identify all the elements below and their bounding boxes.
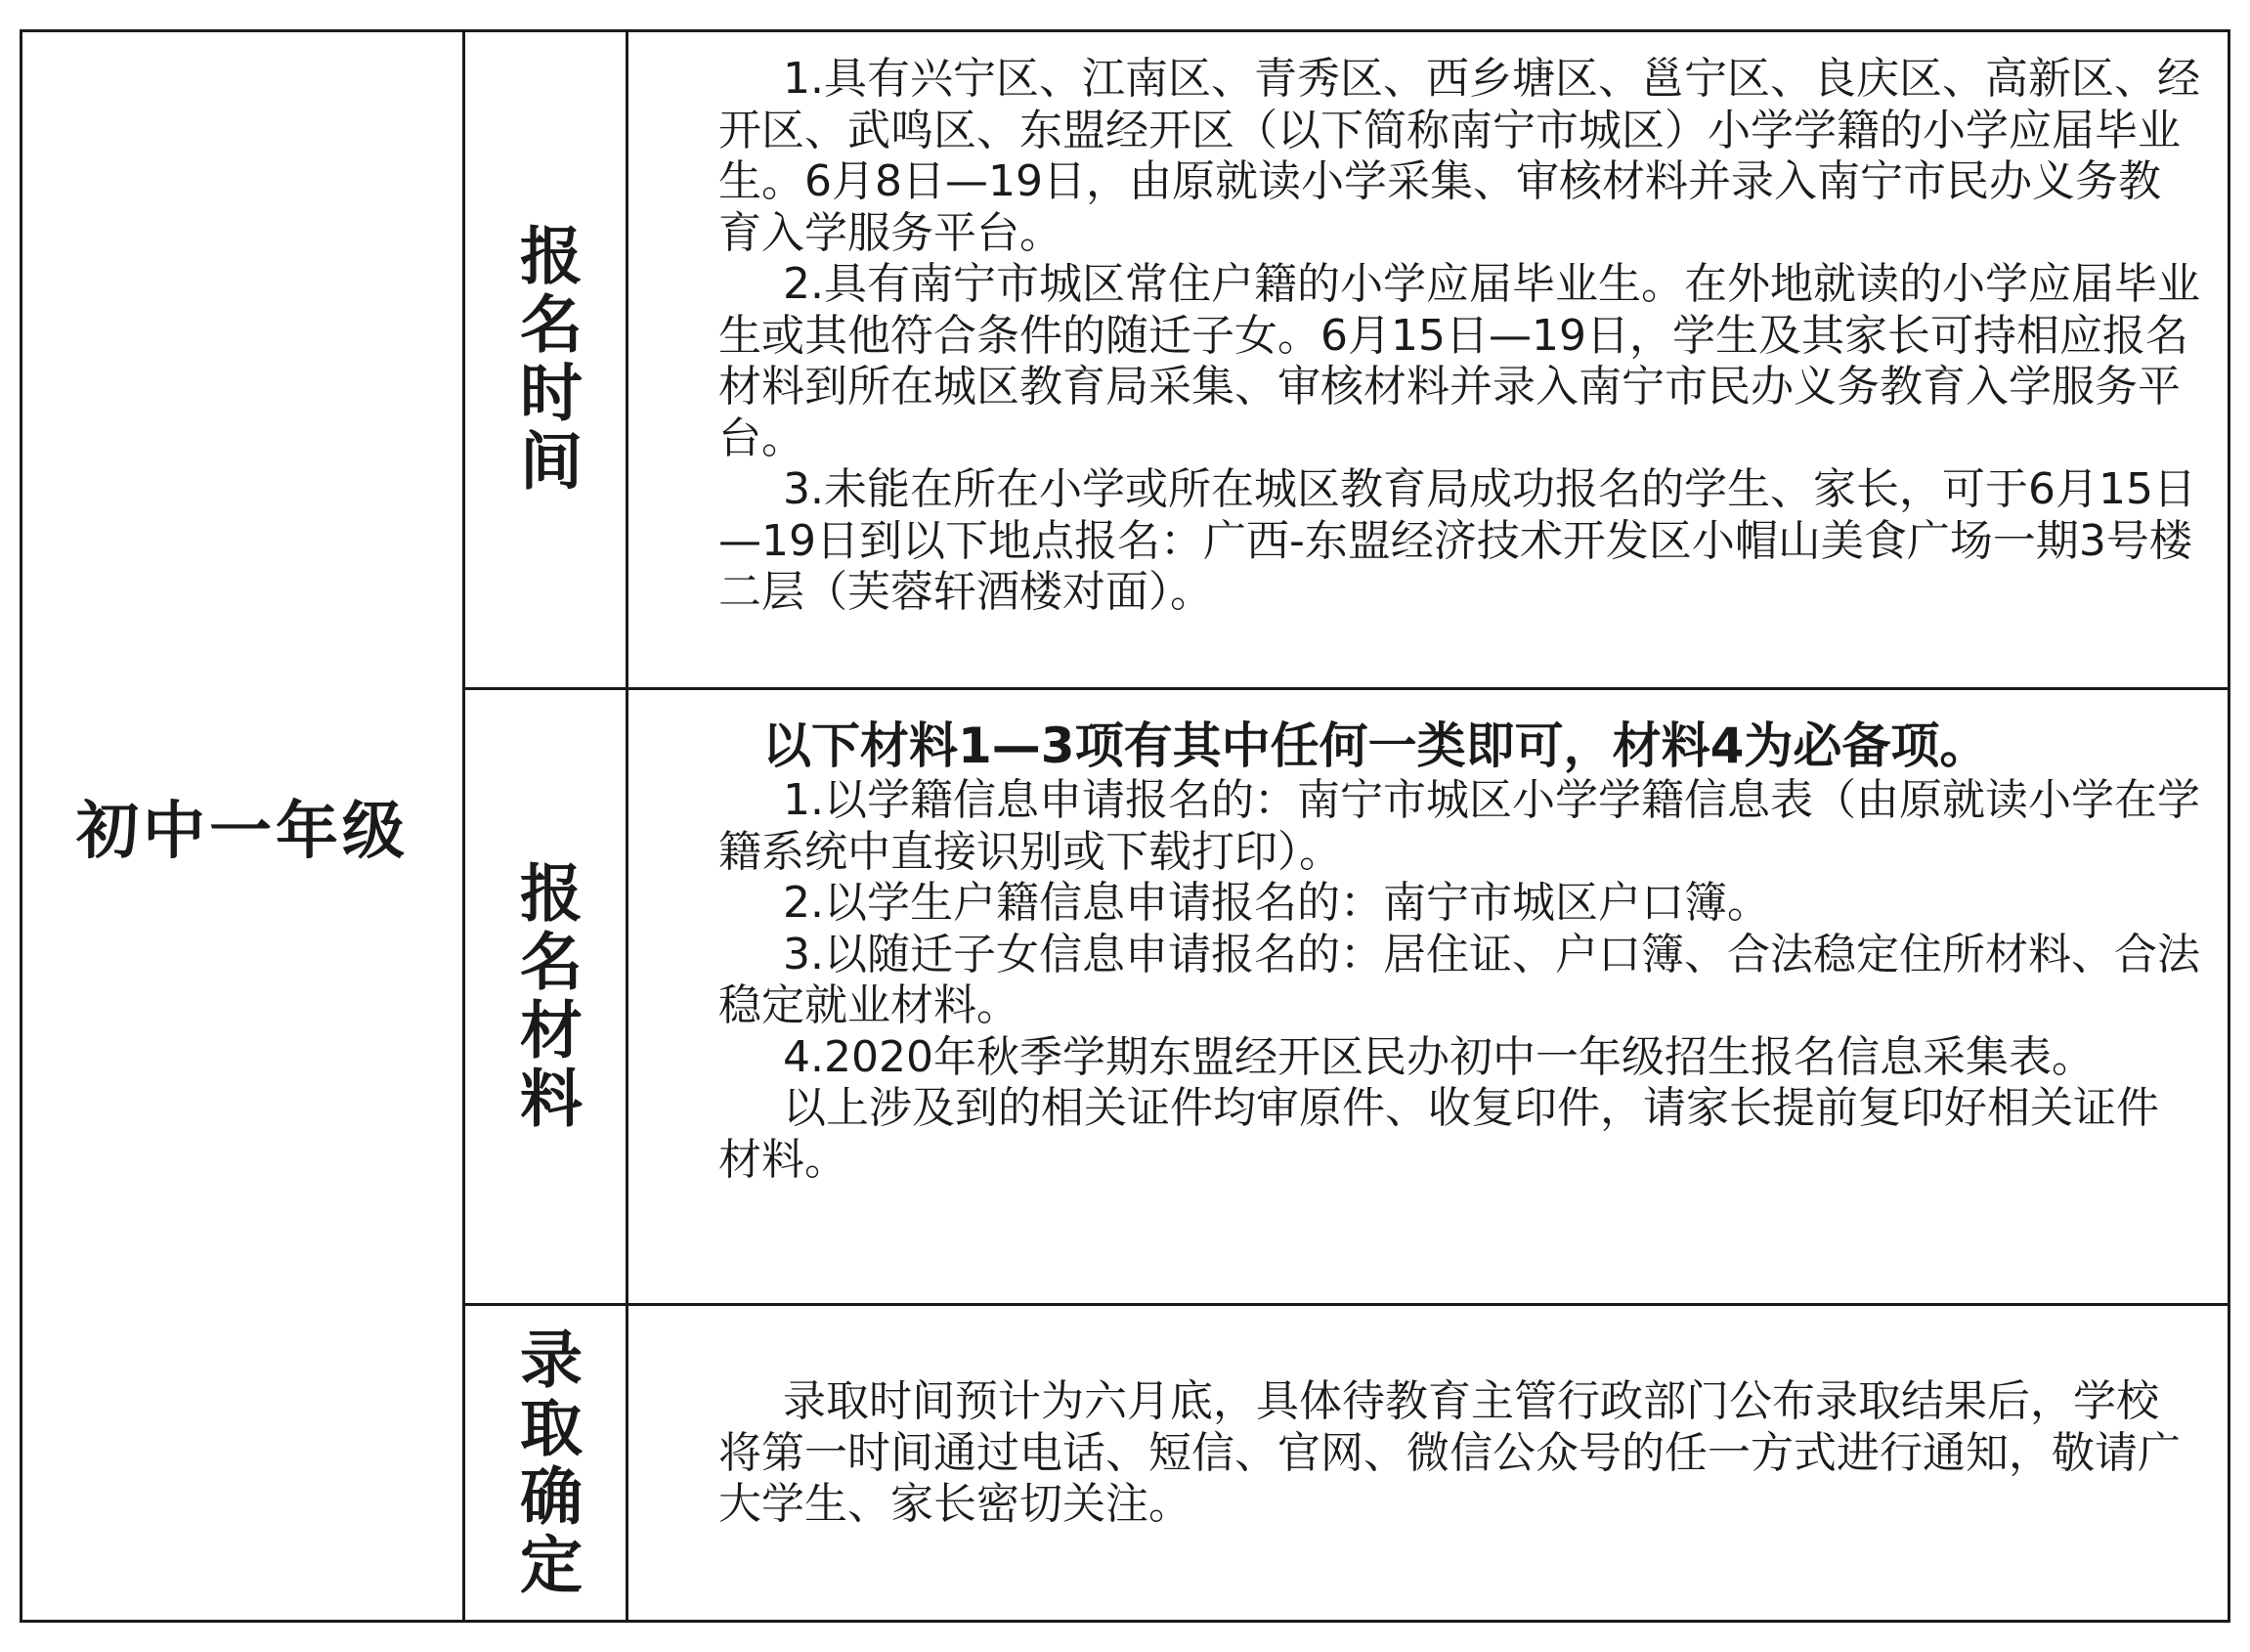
- section-label-admission-confirmation: [465, 1306, 626, 1620]
- paragraph: 2.以学生户籍信息申请报名的：南宁市城区户口簿。: [783, 878, 1770, 928]
- paragraph: 4.2020年秋季学期东盟经开区民办初中一年级招生报名信息采集表。: [783, 1031, 2095, 1082]
- section-content-registration-time: [628, 54, 2228, 679]
- paragraph: 录取时间预计为六月底，具体待教育主管行政部门公布录取结果后，学校将第一时间通过电话、短信、官网、微信公众号的任一方式进行通知，敬请广大学生、家长密切关注。: [718, 1376, 2181, 1529]
- enrollment-table: [20, 29, 2230, 1623]
- row-divider-1: [462, 687, 2228, 690]
- row-divider-2: [462, 1303, 2228, 1306]
- section-label-text: 报名材料: [509, 859, 582, 1134]
- paragraph: 以上涉及到的相关证件均审原件、收复印件，请家长提前复印好相关证件材料。: [718, 1083, 2159, 1185]
- paragraph: 1.以学籍信息申请报名的：南宁市城区小学学籍信息表（由原就读小学在学籍系统中直接识别或下载打印）。: [718, 775, 2200, 877]
- section-content-admission-confirmation: [628, 1376, 2228, 1611]
- grade-label: 初中一年级: [76, 796, 409, 868]
- section-label-registration-time: [465, 32, 626, 687]
- materials-heading: 以下材料1—3项有其中任何一类即可，材料4为必备项。: [762, 717, 1989, 774]
- paragraph: 1.具有兴宁区、江南区、青秀区、西乡塘区、邕宁区、良庆区、高新区、经开区、武鸣区、东盟经开区（以下简称南宁市城区）小学学籍的小学应届毕业生。6月8日—19日，由原就读小学采集、审核材料并录入南宁市民办义务教育入学服务平台。: [718, 54, 2200, 258]
- section-label-text: 报名时间: [509, 223, 582, 497]
- paragraph: 3.以随迁子女信息申请报名的：居住证、户口簿、合法稳定住所材料、合法稳定就业材料。: [718, 929, 2200, 1030]
- section-label-text: 录取确定: [509, 1326, 582, 1600]
- paragraph: 2.具有南宁市城区常住户籍的小学应届毕业生。在外地就读的小学应届毕业生或其他符合条件的随迁子女。6月15日—19日，学生及其家长可持相应报名材料到所在城区教育局采集、审核材料并录入南宁市民办义务教育入学服务平台。: [718, 259, 2200, 463]
- paragraph: 3.未能在所在小学或所在城区教育局成功报名的学生、家长，可于6月15日—19日到以下地点报名：广西-东盟经济技术开发区小帽山美食广场一期3号楼二层（芙蓉轩酒楼对面）。: [718, 464, 2196, 617]
- section-content-registration-materials: [628, 717, 2228, 1303]
- section-label-registration-materials: [465, 690, 626, 1303]
